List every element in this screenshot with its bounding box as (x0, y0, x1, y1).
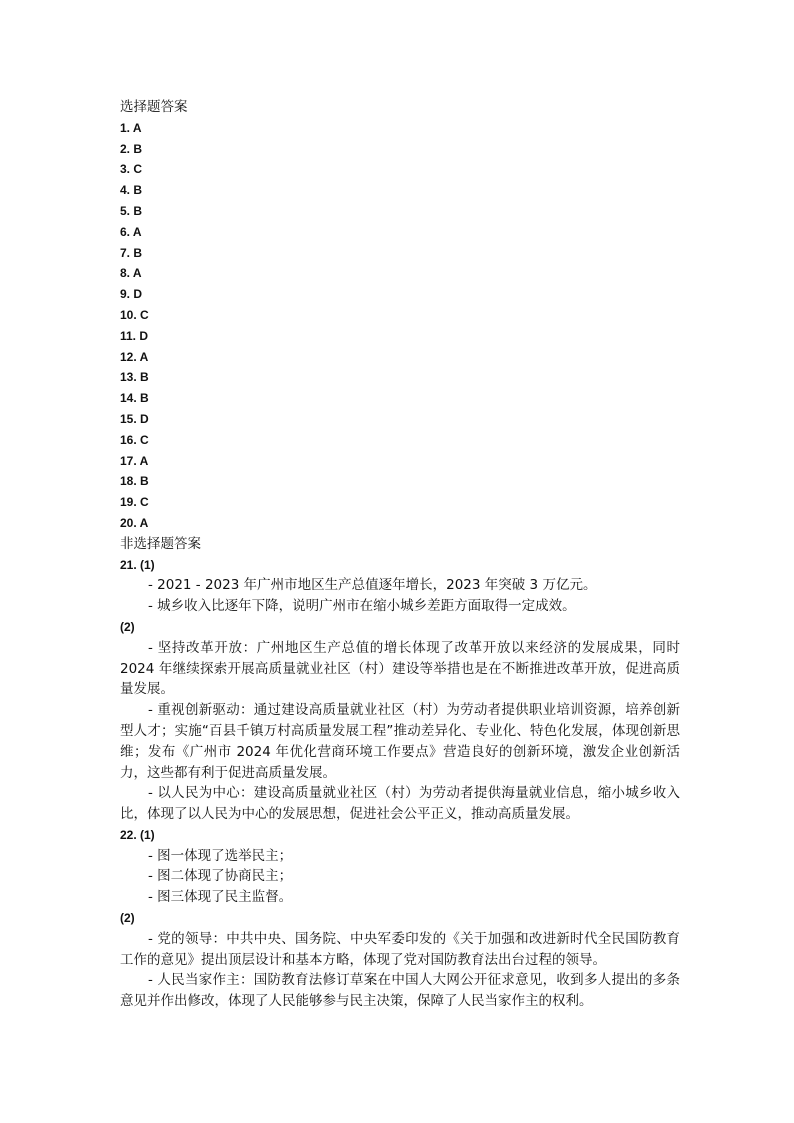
answer-item: 11. D (120, 328, 149, 343)
q21-part2-point: - 以人民为中心：建设高质量就业社区（村）为劳动者提供海量就业信息，缩小城乡收入比，体现了以人民为中心的发展思想，促进社会公平正义，推动高质量发展。 (120, 785, 680, 823)
answer-item: 9. D (120, 287, 143, 302)
q21-part1-label: 21. (1) (120, 557, 155, 572)
answer-item: 10. C (120, 307, 149, 322)
answer-item: 18. B (120, 474, 149, 489)
q22-part2-point: - 人民当家作主：国防教育法修订草案在中国人大网公开征求意见，收到多人提出的多条意见并作出修改，体现了人民能够参与民主决策，保障了人民当家作主的权利。 (120, 972, 680, 1010)
q21-part1-point: - 2021 - 2023 年广州市地区生产总值逐年增长，2023 年突破 3 万亿元。 (148, 577, 597, 594)
choice-heading: 选择题答案 (120, 99, 188, 115)
answer-item: 8. A (120, 266, 142, 281)
q22-part1-point: - 图一体现了选举民主； (148, 847, 293, 864)
answer-item: 3. C (120, 162, 143, 177)
answer-item: 17. A (120, 453, 149, 468)
q22-part1-point: - 图三体现了民主监督。 (148, 889, 293, 906)
answer-item: 6. A (120, 224, 142, 239)
answer-item: 20. A (120, 515, 149, 530)
q22-part1-point: - 图二体现了协商民主； (148, 868, 293, 885)
answer-document (120, 97, 680, 1012)
answer-item: 4. B (120, 183, 143, 198)
q22-part1-label: 22. (1) (120, 827, 155, 842)
q22-part2-point: - 党的领导：中共中央、国务院、中央军委印发的《关于加强和改进新时代全民国防教育工作的意见》提出顶层设计和基本方略，体现了党对国防教育法出台过程的领导。 (120, 930, 680, 968)
answer-item: 1. A (120, 120, 142, 135)
answer-item: 13. B (120, 370, 149, 385)
answer-item: 7. B (120, 245, 143, 260)
answer-item: 12. A (120, 349, 149, 364)
choice-answer-list (120, 118, 680, 534)
q21-part2-label: (2) (120, 619, 135, 634)
answer-item: 16. C (120, 432, 149, 447)
q22-part2-label: (2) (120, 911, 135, 926)
q21-part2-point: - 坚持改革开放：广州地区生产总值的增长体现了改革开放以来经济的发展成果，同时 2024 年继续探索开展高质量就业社区（村）建设等举措也是在不断推进改革开放，促进高质量发展。 (120, 639, 680, 698)
answer-item: 5. B (120, 203, 143, 218)
q21-part1-point: - 城乡收入比逐年下降，说明广州市在缩小城乡差距方面取得一定成效。 (148, 598, 576, 615)
q21-part2-point: - 重视创新驱动：通过建设高质量就业社区（村）为劳动者提供职业培训资源，培养创新型人才；实施“百县千镇万村高质量发展工程”推动差异化、专业化、特色化发展，体现创新思维；发布《广州市 2024 年优化营商环境工作要点》营造良好的创新环境，激发企业创新活力，这些都有利于促进高质量发展。 (120, 702, 680, 781)
answer-item: 2. B (120, 141, 143, 156)
answer-item: 19. C (120, 495, 149, 510)
answer-item: 15. D (120, 411, 149, 426)
nonchoice-heading: 非选择题答案 (120, 535, 201, 552)
answer-item: 14. B (120, 391, 149, 406)
